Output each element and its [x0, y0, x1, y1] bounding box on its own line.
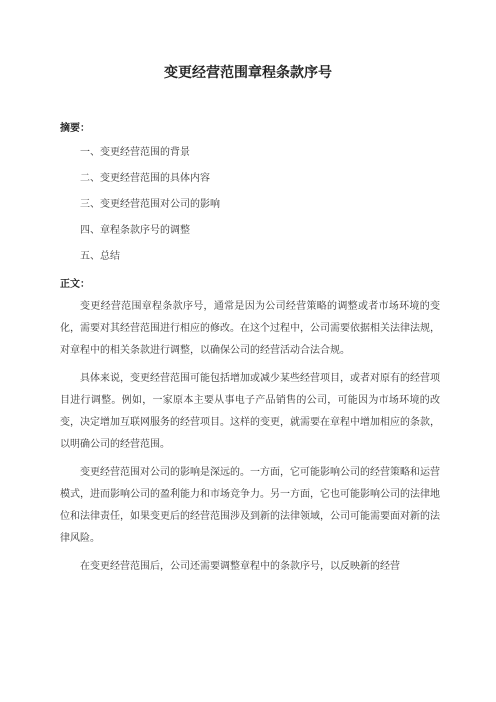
outline-item: 一、变更经营范围的背景 — [80, 147, 190, 158]
outline-item: 三、变更经营范围对公司的影响 — [80, 199, 220, 210]
body-content — [60, 296, 440, 584]
body-paragraph: 变更经营范围对公司的影响是深远的。一方面，它可能影响公司的经营策略和运营模式，进而影响公司的盈利能力和市场竞争力。另一方面，它也可能影响公司的法律地位和法律责任，如果变更后的经营范围涉及到新的法律领域，公司可能需要面对新的法律风险。 — [60, 467, 440, 544]
outline-item: 四、章程条款序号的调整 — [80, 225, 190, 236]
body-paragraph: 在变更经营范围后，公司还需要调整章程中的条款序号，以反映新的经营 — [80, 561, 400, 572]
abstract-label: 摘要： — [60, 123, 90, 134]
body-label: 正文： — [60, 279, 90, 290]
outline-item: 二、变更经营范围的具体内容 — [80, 173, 210, 184]
body-paragraph: 变更经营范围章程条款序号，通常是因为公司经营策略的调整或者市场环境的变化，需要对其经营范围进行相应的修改。在这个过程中，公司需要依据相关法律法规，对章程中的相关条款进行调整，以确保公司的经营活动合法合规。 — [60, 301, 440, 356]
body-paragraph: 具体来说，变更经营范围可能包括增加或减少某些经营项目，或者对原有的经营项目进行调整。例如，一家原本主要从事电子产品销售的公司，可能因为市场环境的改变，决定增加互联网服务的经营项目。这样的变更，就需要在章程中增加相应的条款，以明确公司的经营范围。 — [60, 373, 440, 450]
document-title: 变更经营范围章程条款序号 — [164, 65, 332, 81]
outline-item: 五、总结 — [80, 251, 120, 262]
outline-list — [80, 146, 220, 276]
